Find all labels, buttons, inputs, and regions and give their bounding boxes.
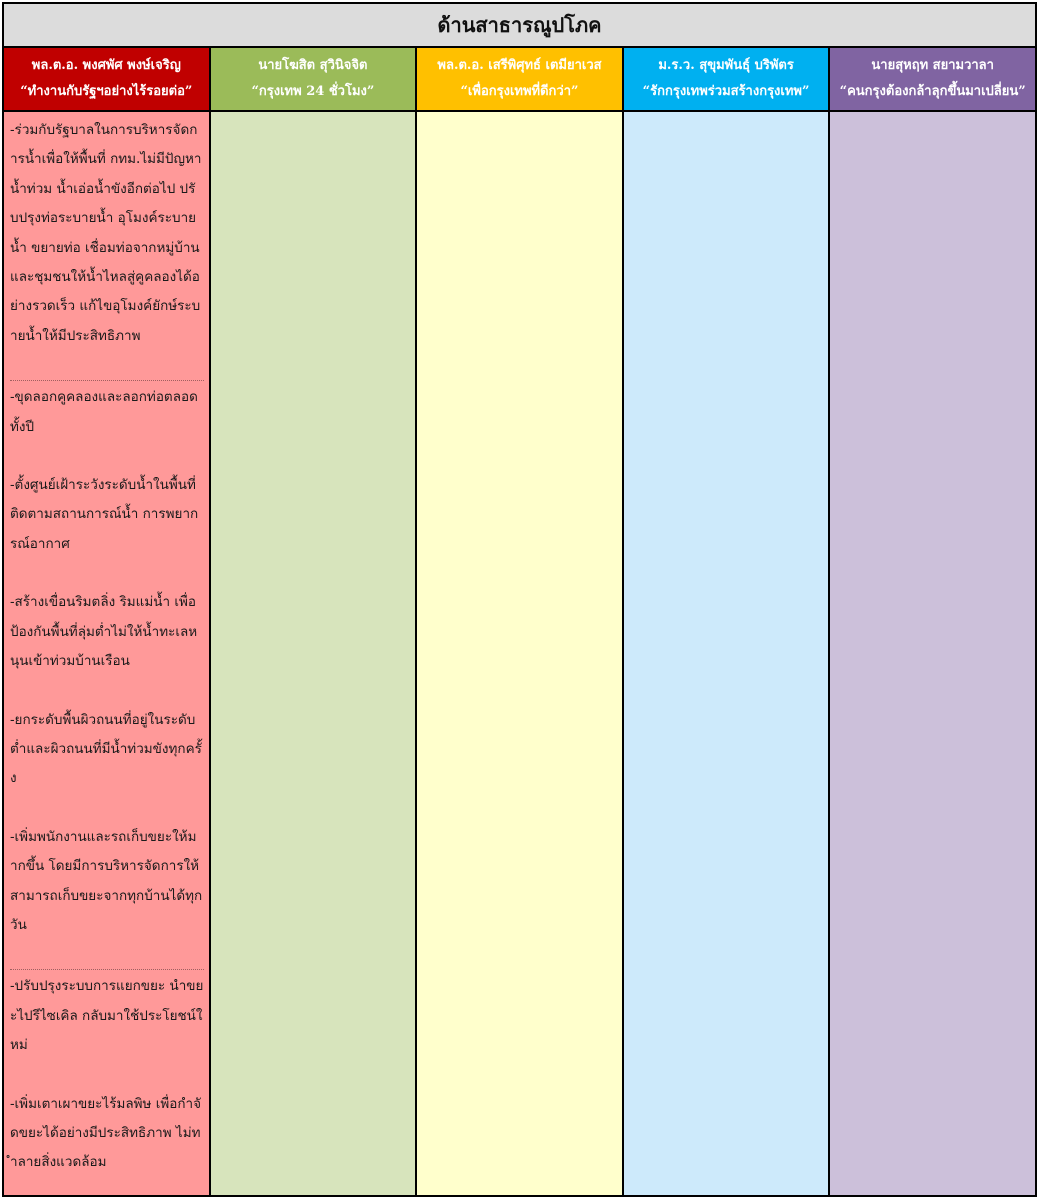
candidate-column-1 xyxy=(4,48,209,1195)
candidate-policies-4 xyxy=(624,112,829,1195)
candidate-column-3 xyxy=(417,48,622,1195)
candidate-slogan: “ทำงานกับรัฐฯอย่างไร้รอยต่อ” xyxy=(20,84,193,99)
candidate-slogan: “กรุงเทพ 24 ชั่วโมง” xyxy=(251,84,375,99)
candidate-name: พล.ต.อ. พงศพัศ พงษ์เจริญ xyxy=(31,58,181,73)
candidate-policies-3 xyxy=(417,112,622,1195)
candidate-name: นายโฆสิต สุวินิจจิต xyxy=(258,58,368,73)
candidate-slogan: “เพื่อกรุงเทพที่ดีกว่า” xyxy=(460,84,579,99)
candidate-header-3 xyxy=(417,48,622,112)
policy-item: -เพิ่มเตาเผาขยะไร้มลพิษ เพื่อกำจัดขยะได้อย่างมีประสิทธิภาพ ไม่ทำลายสิ่งแวดล้อม xyxy=(10,1095,202,1171)
candidate-header-1 xyxy=(4,48,209,112)
candidate-policies-2 xyxy=(211,112,416,1195)
candidate-slogan: “รักกรุงเทพร่วมสร้างกรุงเทพ” xyxy=(642,84,810,99)
candidate-name: ม.ร.ว. สุขุมพันธุ์ บริพัตร xyxy=(658,58,794,73)
policy-item: -ตั้งศูนย์เฝ้าระวังระดับน้ำในพื้นที่ ติดตามสถานการณ์น้ำ การพยากรณ์อากาศ xyxy=(10,477,199,552)
policy-comparison-table xyxy=(2,2,1037,1197)
policy-item: -ขุดลอกคูคลองและลอกท่อตลอดทั้งปี xyxy=(10,380,204,442)
candidate-column-4 xyxy=(624,48,829,1195)
candidate-column-2 xyxy=(211,48,416,1195)
candidate-columns xyxy=(4,48,1035,1195)
candidate-name: พล.ต.อ. เสรีพิศุทธ์ เตมียาเวส xyxy=(437,58,602,73)
candidate-policies-1 xyxy=(4,112,209,1195)
candidate-header-4 xyxy=(624,48,829,112)
table-title: ด้านสาธารณูปโภค xyxy=(4,4,1035,48)
policy-item: -สร้างเขื่อนริมตลิ่ง ริมแม่น้ำ เพื่อป้องกันพื้นที่ลุ่มต่ำไม่ให้น้ำทะเลหนุนเข้าท่วมบ้านเรือน xyxy=(10,594,198,670)
candidate-slogan: “คนกรุงต้องกล้าลุกขึ้นมาเปลี่ยน” xyxy=(839,84,1026,99)
policy-item: -ร่วมกับรัฐบาลในการบริหารจัดการน้ำเพื่อให้พื้นที่ กทม.ไม่มีปัญหาน้ำท่วม น้ำเอ่อน้ำขังอีกต่อไป ปรับปรุงท่อระบายน้ำ อุโมงค์ระบายน้ำ ขยายท่อ เชื่อมท่อจากหมู่บ้านและชุมชนให้น้ำไหลสู่คูคลองได้อย่างรวดเร็ว แก้ไขอุโมงค์ยักษ์ระบายน้ำให้มีประสิทธิภาพ xyxy=(10,122,202,344)
policy-item: -เพิ่มพนักงานและรถเก็บขยะให้มากขึ้น โดยมีการบริหารจัดการให้สามารถเก็บขยะจากทุกบ้านได้ทุกวัน xyxy=(10,828,203,933)
candidate-name: นายสุหฤท สยามวาลา xyxy=(871,58,994,73)
candidate-header-2 xyxy=(211,48,416,112)
candidate-policies-5 xyxy=(830,112,1035,1195)
policy-item: -ยกระดับพื้นผิวถนนที่อยู่ในระดับต่ำและผิวถนนที่มีน้ำท่วมขังทุกครั้ง xyxy=(10,711,202,787)
candidate-column-5 xyxy=(830,48,1035,1195)
policy-item: -ปรับปรุงระบบการแยกขยะ นำขยะไปรีไซเคิล กลับมาใช้ประโยชน์ใหม่ xyxy=(10,969,204,1060)
candidate-header-5 xyxy=(830,48,1035,112)
